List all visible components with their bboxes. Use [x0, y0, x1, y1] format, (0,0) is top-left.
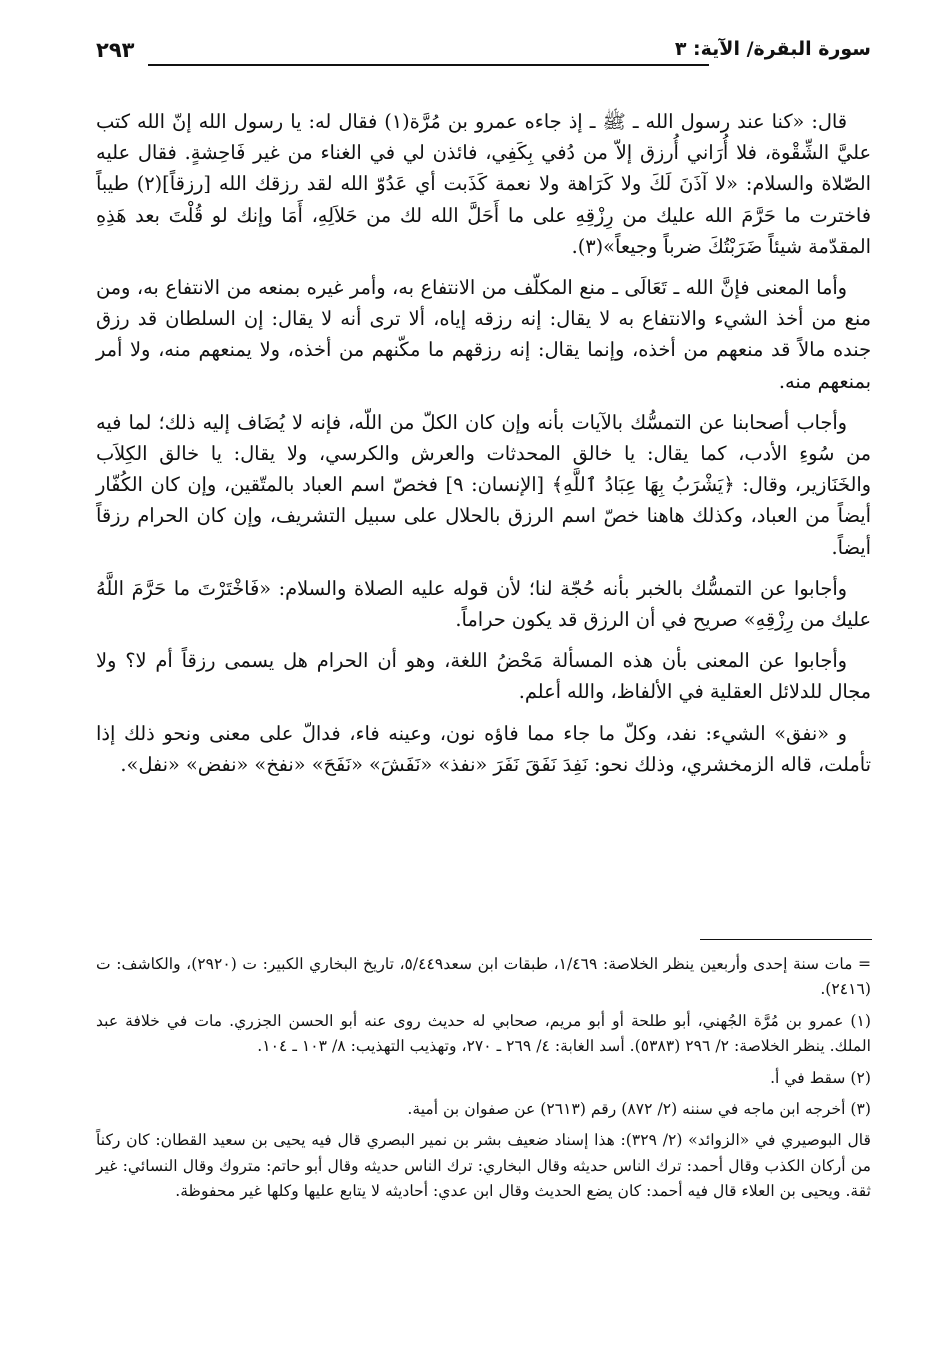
header-rule: [148, 64, 709, 66]
footnote: قال البوصيري في «الزوائد» (٢/ ٣٢٩): هذا إسناد ضعيف بشر بن نمير البصري قال فيه يحيى بن سعيد القطان: كان ركناً من أركان الكذب وقال أحمد: ترك الناس حديثه وقال البخاري: ترك الناس حديثه وقال أبو حاتم: متروك وقال النسائي: غير ثقة. ويحيى بن العلاء قال فيه أحمد: كان يضع الحديث وقال ابن عدي: أحاديثه لا يتابع عليها وكلها غير محفوظة.: [96, 1131, 871, 1201]
footnote: (١) عمرو بن مُرَّة الجُهني، أبو طلحة أو أبو مريم، صحابي له حديث روى عنه أبو الحسن الجزري. مات في خلافة عبد الملك. ينظر الخلاصة: ٢/ ٢٩٦ (٥٣٨٣). أسد الغابة: ٤/ ٢٦٩ ـ ٢٧٠، وتهذيب التهذيب: ٨/ ١٠٣ ـ ١٠٤.: [96, 1011, 871, 1056]
footnotes: [96, 952, 871, 1211]
main-text: [96, 106, 871, 790]
running-title: سورة البقرة/ الآية: ٣: [674, 38, 871, 60]
footnote: (٢) سقط في أ.: [770, 1068, 871, 1087]
paragraph: وأجابوا عن المعنى بأن هذه المسألة مَحْضُ اللغة، وهو أن الحرام هل يسمى رزقاً أم لا؟ ولا مجال للدلائل العقلية في الألفاظ، والله أعلم.: [96, 649, 871, 704]
paragraph: وأجاب أصحابنا عن التمسُّك بالآيات بأنه وإن كان الكلّ من اللّه، فإنه لا يُضَاف إليه ذلك؛ لما فيه من سُوءِ الأدب، كما يقال: يا خالق المحدثات والعرش والكرسي، ولا يقال: يا خالق الكِلاَب والخَنَازير، وقال: ﴿يَشْرَبُ بِهَا عِبَادُ ٱللَّهِ﴾ [الإنسان: ٩] فخصّ اسم العباد بالمتّقين، وإن كان الكُفّار أيضاً من العباد، وكذلك هاهنا خصّ اسم الرزق بالحلال على سبيل التشريف، وإن كان الحرام رزقاً أيضاً.: [96, 410, 871, 559]
footnote-separator: [700, 939, 872, 940]
paragraph: قال: «كنا عند رسول الله ـ ﷺ ـ إذ جاءه عمرو بن مُرَّة(١) فقال له: يا رسول الله إنّ الله كتب عليَّ الشِّقْوة، فلا أُرَاني أُرزق إلاّ من دُفي بِكَفِي، فائذن لي في الغناء من غير فَاحِشةٍ. فقال عليه الصّلاة والسلام: «لا آذَنَ لَكَ ولا كَرَاهة ولا نعمة كَذَبت أي عَدُوّ الله لقد رزقك الله [رزقاً](٢) طيباً فاخترت ما حَرَّمَ الله عليك من رِزْقِهِ على ما أَحَلَّ الله لك من حَلاَلِهِ، أَمَا وإنك لو قُلْتَ بعد هَذِهِ المقدّمة شيئاً ضَرَبْتُكَ ضرباً وجيعاً»(٣).: [96, 110, 871, 258]
paragraph: وأما المعنى فإنَّ الله ـ تَعَالَى ـ منع المكلّف من الانتفاع به، وأمر غيره بمنعه من الانتفاع به، ومن منع من أخذ الشيء والانتفاع به لا يقال: إنه رزقه إياه، ألا ترى أنه لا يقال: إن السلطان قد رزق جنده مالاً قد منعهم من أخذه، وإنما يقال: إنه رزقهم ما مكّنهم من أخذه، ولا يمنعهم منه، ولا أمر بمنعهم منه.: [96, 276, 871, 393]
paragraph: وأجابوا عن التمسُّك بالخبر بأنه حُجّة لنا؛ لأن قوله عليه الصلاة والسلام: «فَاخْتَرْتَ ما حَرَّمَ اللَّهُ عليك من رِزْقِهِ» صريح في أن الرزق قد يكون حراماً.: [96, 576, 871, 632]
page-header: [96, 34, 871, 68]
footnote: (٣) أخرجه ابن ماجه في سننه (٢/ ٨٧٢) رقم (٢٦١٣) عن صفوان بن أمية.: [407, 1100, 871, 1119]
paragraph: و «نفق» الشيء: نفد، وكلّ ما جاء مما فاؤه نون، وعينه فاء، فدالّ على معنى ونحو ذلك إذا تأملت، قاله الزمخشري، وذلك نحو: نَفِدَ نَفَقَ نَفَرَ «نفذ» «نَفَشَ» «نَفَحَ» «نفخ» «نفض» «نفل».: [96, 721, 871, 776]
page-number: ٢٩٣: [96, 38, 135, 62]
footnote: = مات سنة إحدى وأربعين ينظر الخلاصة: ١/٤٦٩، طبقات ابن سعد٥/٤٤٩، تاريخ البخاري الكبير: ت (٢٩٢٠)، والكاشف: ت (٢٤١٦).: [96, 955, 872, 999]
